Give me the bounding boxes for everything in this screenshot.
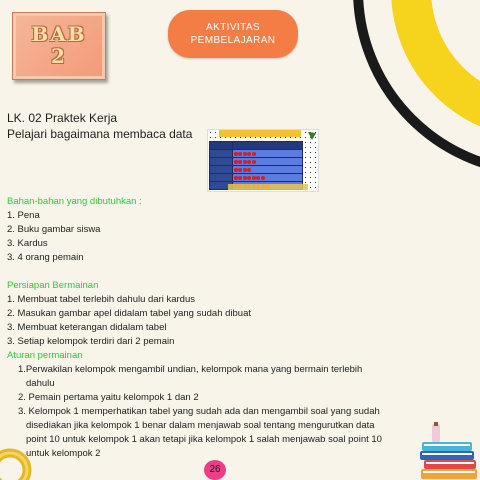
rules-item-2: 2. Pemain pertama yaitu kelompok 1 dan 2 <box>18 392 199 403</box>
chapter-badge <box>12 12 106 80</box>
chapter-badge-number: 2 <box>51 44 67 68</box>
rules-item-3-line-4: untuk kelompok 2 <box>26 448 101 459</box>
rules-item-3-line-2: disediakan jika kelompok 1 benar dalam menjawab soal tentang mengurutkan data <box>26 420 375 431</box>
chapter-badge-text <box>13 23 105 67</box>
activity-pill-label: AKTIVITAS PEMBELAJARAN <box>190 22 276 46</box>
materials-item: 1. Pena <box>7 210 40 221</box>
gold-ring-icon <box>0 440 40 480</box>
worksheet-title: LK. 02 Praktek Kerja <box>7 111 118 125</box>
preparation-item: 3. Membuat keterangan didalam tabel <box>7 322 167 333</box>
preparation-item: 1. Membuat tabel terlebih dahulu dari kardus <box>7 294 196 305</box>
preparation-item: 3. Setiap kelompok terdiri dari 2 pemain <box>7 336 175 347</box>
chapter-badge-word: BAB <box>31 22 87 46</box>
materials-item: 2. Buku gambar siswa <box>7 224 101 235</box>
activity-pill <box>168 10 298 58</box>
rules-heading: Aturan permainan <box>7 350 83 361</box>
rules-item-1-line-1: 1.Perwakilan kelompok mengambil undian, kelompok mana yang bermain terlebih <box>18 364 363 375</box>
rules-item-1-line-2: dahulu <box>26 378 55 389</box>
thumbnail-banner <box>219 130 301 137</box>
leaf-icon <box>307 131 317 141</box>
materials-item: 3. 4 orang pemain <box>7 252 84 263</box>
thumbnail-table <box>209 141 303 190</box>
thumbnail-footer <box>228 184 308 190</box>
rules-item-3-line-3: point 10 untuk kelompok 1 akan tetapi jika kelompok 1 salah menjawab soal point 10 <box>26 434 382 445</box>
preparation-heading: Persiapan Bermainan <box>7 280 99 291</box>
page-number-badge: 26 <box>204 460 226 480</box>
preparation-item: 2. Masukan gambar apel didalam tabel yang sudah dibuat <box>7 308 251 319</box>
materials-item: 3. Kardus <box>7 238 48 249</box>
materials-heading: Bahan-bahan yang dibutuhkan : <box>7 196 142 207</box>
worksheet-subtitle: Pelajari bagaimana membaca data <box>7 127 193 141</box>
stack-of-books-icon <box>418 418 480 480</box>
rules-item-3-line-1: 3. Kelompok 1 memperhatikan tabel yang sudah ada dan mengambil soal yang sudah <box>18 406 380 417</box>
